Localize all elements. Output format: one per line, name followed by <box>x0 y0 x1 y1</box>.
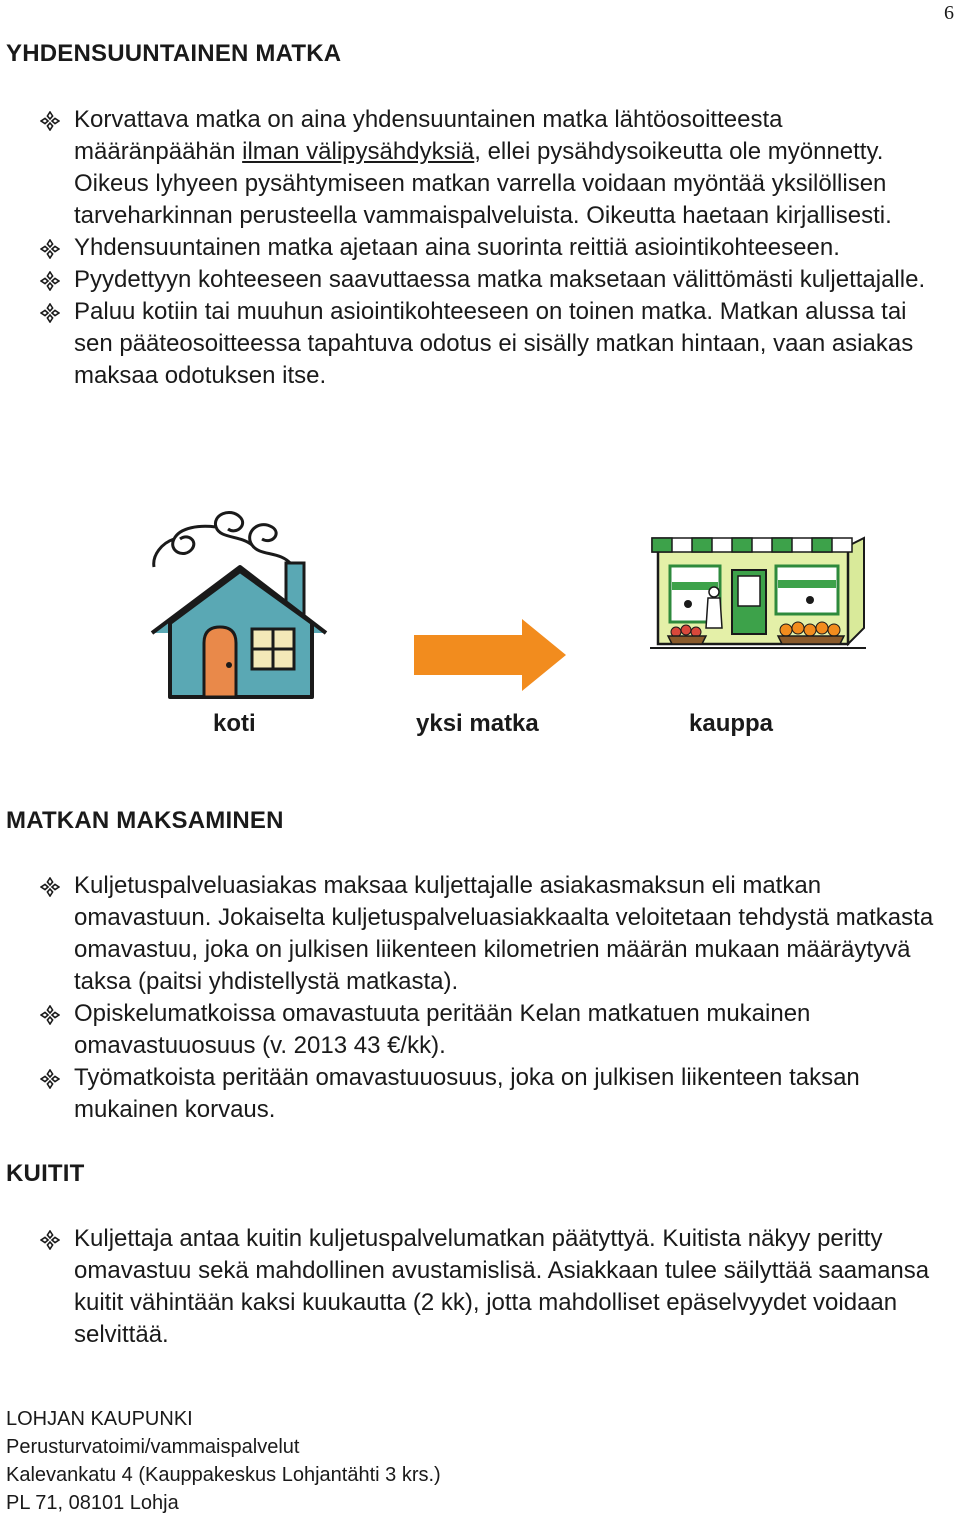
diamond-bullet-icon <box>40 1223 66 1255</box>
list-item-text: Pyydettyyn kohteeseen saavuttaessa matka maksetaan välittömästi kuljettajalle. <box>74 266 926 293</box>
diamond-bullet-icon <box>40 264 66 296</box>
receipts-list <box>40 1223 940 1351</box>
footer-postal-address: PL 71, 08101 Lohja <box>6 1492 179 1514</box>
arrow-right-icon <box>410 615 570 700</box>
footer-street-address: Kalevankatu 4 (Kauppakeskus Lohjantähti 3 krs.) <box>6 1464 441 1486</box>
list-item <box>40 1223 940 1351</box>
list-item-text: Opiskelumatkoissa omavastuuta peritään Kelan matkatuen mukainen omavastuuosuus (v. 2013 43 €/kk). <box>74 1000 811 1059</box>
list-item <box>40 870 940 998</box>
list-item <box>40 232 940 264</box>
section-title-one-way-trip: YHDENSUUNTAINEN MATKA <box>6 40 342 67</box>
store-illustration <box>648 532 868 667</box>
list-item-text: Paluu kotiin tai muuhun asiointikohteeseen on toinen matka. Matkan alussa tai sen pääteosoitteessa tapahtuva odotus ei sisälly matkan hintaan, vaan asiakas maksaa odotuksen itse. <box>74 298 914 389</box>
one-way-trip-list <box>40 104 940 392</box>
list-item <box>40 998 940 1062</box>
list-item <box>40 296 940 392</box>
list-item-text: Kuljettaja antaa kuitin kuljetuspalvelumatkan päätyttyä. Kuitista näkyy peritty omavastuu sekä mahdollinen avustamislisä. Asiakkaan tulee säilyttää saamansa kuitit vähintään kaksi kuukautta (2 kk), jotta mahdolliset epäselvyydet voidaan selvittää. <box>74 1225 930 1348</box>
list-item-text: Yhdensuuntainen matka ajetaan aina suorinta reittiä asiointikohteeseen. <box>74 234 840 261</box>
diamond-bullet-icon <box>40 1062 66 1094</box>
list-item-text: Työmatkoista peritään omavastuuosuus, joka on julkisen liikenteen taksan mukainen korvaus. <box>74 1064 860 1123</box>
section-title-receipts: KUITIT <box>6 1160 85 1187</box>
list-item <box>40 1062 940 1126</box>
list-item <box>40 104 940 232</box>
section-title-payment: MATKAN MAKSAMINEN <box>6 807 284 834</box>
list-item-text: Kuljetuspalveluasiakas maksaa kuljettajalle asiakasmaksun eli matkan omavastuun. Jokaiselta kuljetuspalveluasiakkaalta veloitetaan tehdystä matkasta omavastuu, joka on julkisen liikenteen kilometrien määrän mukaan määräytyvä taksa (paitsi yhdistellystä matkasta). <box>74 872 934 995</box>
caption-store: kauppa <box>689 710 774 737</box>
diamond-bullet-icon <box>40 296 66 328</box>
footer-address <box>6 1405 441 1517</box>
caption-home: koti <box>213 710 256 737</box>
footer-organization: LOHJAN KAUPUNKI <box>6 1408 193 1430</box>
footer-department: Perusturvatoimi/vammaispalvelut <box>6 1436 300 1458</box>
diamond-bullet-icon <box>40 104 66 136</box>
house-illustration <box>140 505 340 710</box>
diamond-bullet-icon <box>40 870 66 902</box>
diamond-bullet-icon <box>40 232 66 264</box>
caption-one-trip: yksi matka <box>416 710 539 737</box>
underlined-phrase: ilman välipysähdyksiä <box>242 138 475 165</box>
list-item <box>40 264 940 296</box>
list-item-text: Korvattava matka on aina yhdensuuntainen matka lähtöosoitteesta määränpäähän <box>74 106 783 165</box>
payment-list <box>40 870 940 1126</box>
page-number: 6 <box>944 2 954 24</box>
diamond-bullet-icon <box>40 998 66 1030</box>
list-item-text: , ellei pysähdysoikeutta ole myönnetty. Oikeus lyhyeen pysähtymiseen matkan varrella voidaan myöntää yksilöllisen tarveharkinnan perusteella vammaispalveluista. Oikeutta haetaan kirjallisesti. <box>74 138 892 229</box>
